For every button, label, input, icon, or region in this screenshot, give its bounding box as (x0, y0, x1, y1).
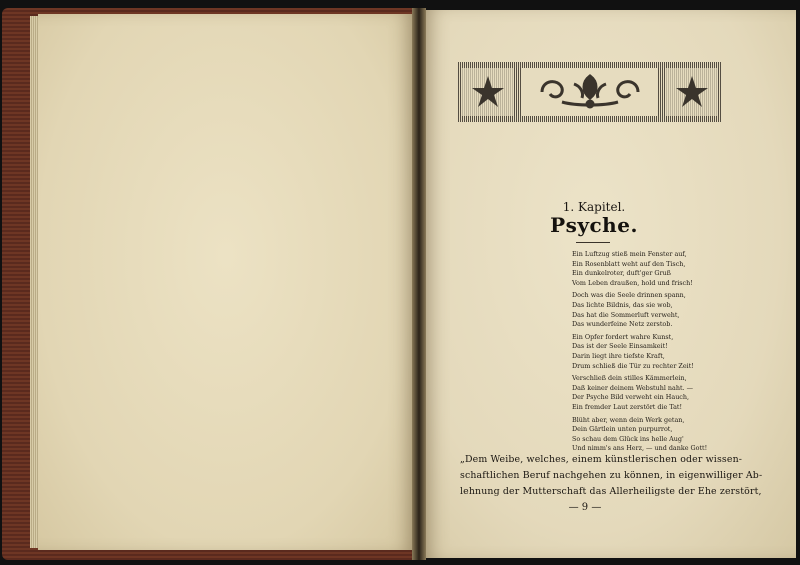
poem-line: Das hat die Sommerluft verweht, (572, 310, 680, 319)
poem-line: Ein Luftzug stieß mein Fenster auf, (572, 250, 687, 258)
page-number: — 9 — (568, 502, 602, 513)
prose-line: lehnung der Mutterschaft das Allerheiligste der Ehe zerstört, (460, 486, 762, 497)
book-gutter (412, 8, 426, 560)
left-page-blank (38, 14, 414, 550)
poem-line: Doch was die Seele drinnen spann, (572, 291, 686, 300)
poem-line: Das wunderfeine Netz zerstob. (572, 320, 673, 329)
prose-line: „Dem Weibe, welches, einem künstlerischen oder wissen- (460, 454, 743, 465)
poem-stanza (572, 291, 706, 329)
poem-line: Ein fremder Laut zerstört die Tat! (572, 402, 683, 411)
poem-line: Dein Gärtlein unten purpurrot, (572, 425, 673, 434)
poem-line: Daß keiner deinem Webstuhl naht. — (572, 383, 693, 392)
poem-line: Das ist der Seele Einsamkeit! (572, 342, 668, 351)
prose-line: schaftlichen Beruf nachgehen zu können, in eigenwilliger Ab- (460, 470, 763, 481)
poem-line: Vom Leben draußen, hold und frisch! (572, 278, 693, 287)
chapter-label: 1. Kapitel. (562, 200, 626, 214)
header-ornament (458, 62, 722, 122)
poem-line: Der Psyche Bild verweht ein Hauch, (572, 393, 690, 402)
poem-stanza (572, 333, 706, 371)
poem-line: Drum schließ die Tür zu rechter Zeit! (572, 361, 694, 370)
poem-stanza (572, 416, 706, 454)
poem-line: Das lichte Bildnis, das sie wob, (572, 300, 673, 309)
poem-line: Und nimm's ans Herz, — und danke Gott! (572, 444, 708, 453)
poem-line: Ein Rosenblatt weht auf den Tisch, (572, 259, 686, 268)
poem-line: Darin liegt ihre tiefste Kraft, (572, 351, 665, 360)
poem-stanza (572, 250, 706, 288)
poem-stanza (572, 374, 706, 412)
chapter-title: Psyche. (550, 213, 638, 237)
poem-line: Ein dunkelroter, duft'ger Gruß (572, 269, 671, 278)
poem (572, 250, 706, 457)
poem-line: Blüht aber, wenn dein Werk getan, (572, 415, 685, 424)
title-divider (576, 242, 610, 243)
prose-paragraph (460, 452, 763, 500)
poem-line: So schau dem Glück ins helle Aug' (572, 434, 684, 443)
poem-line: Ein Opfer fordert wahre Kunst, (572, 332, 674, 341)
poem-line: Verschließ dein stilles Kämmerlein, (572, 374, 687, 383)
